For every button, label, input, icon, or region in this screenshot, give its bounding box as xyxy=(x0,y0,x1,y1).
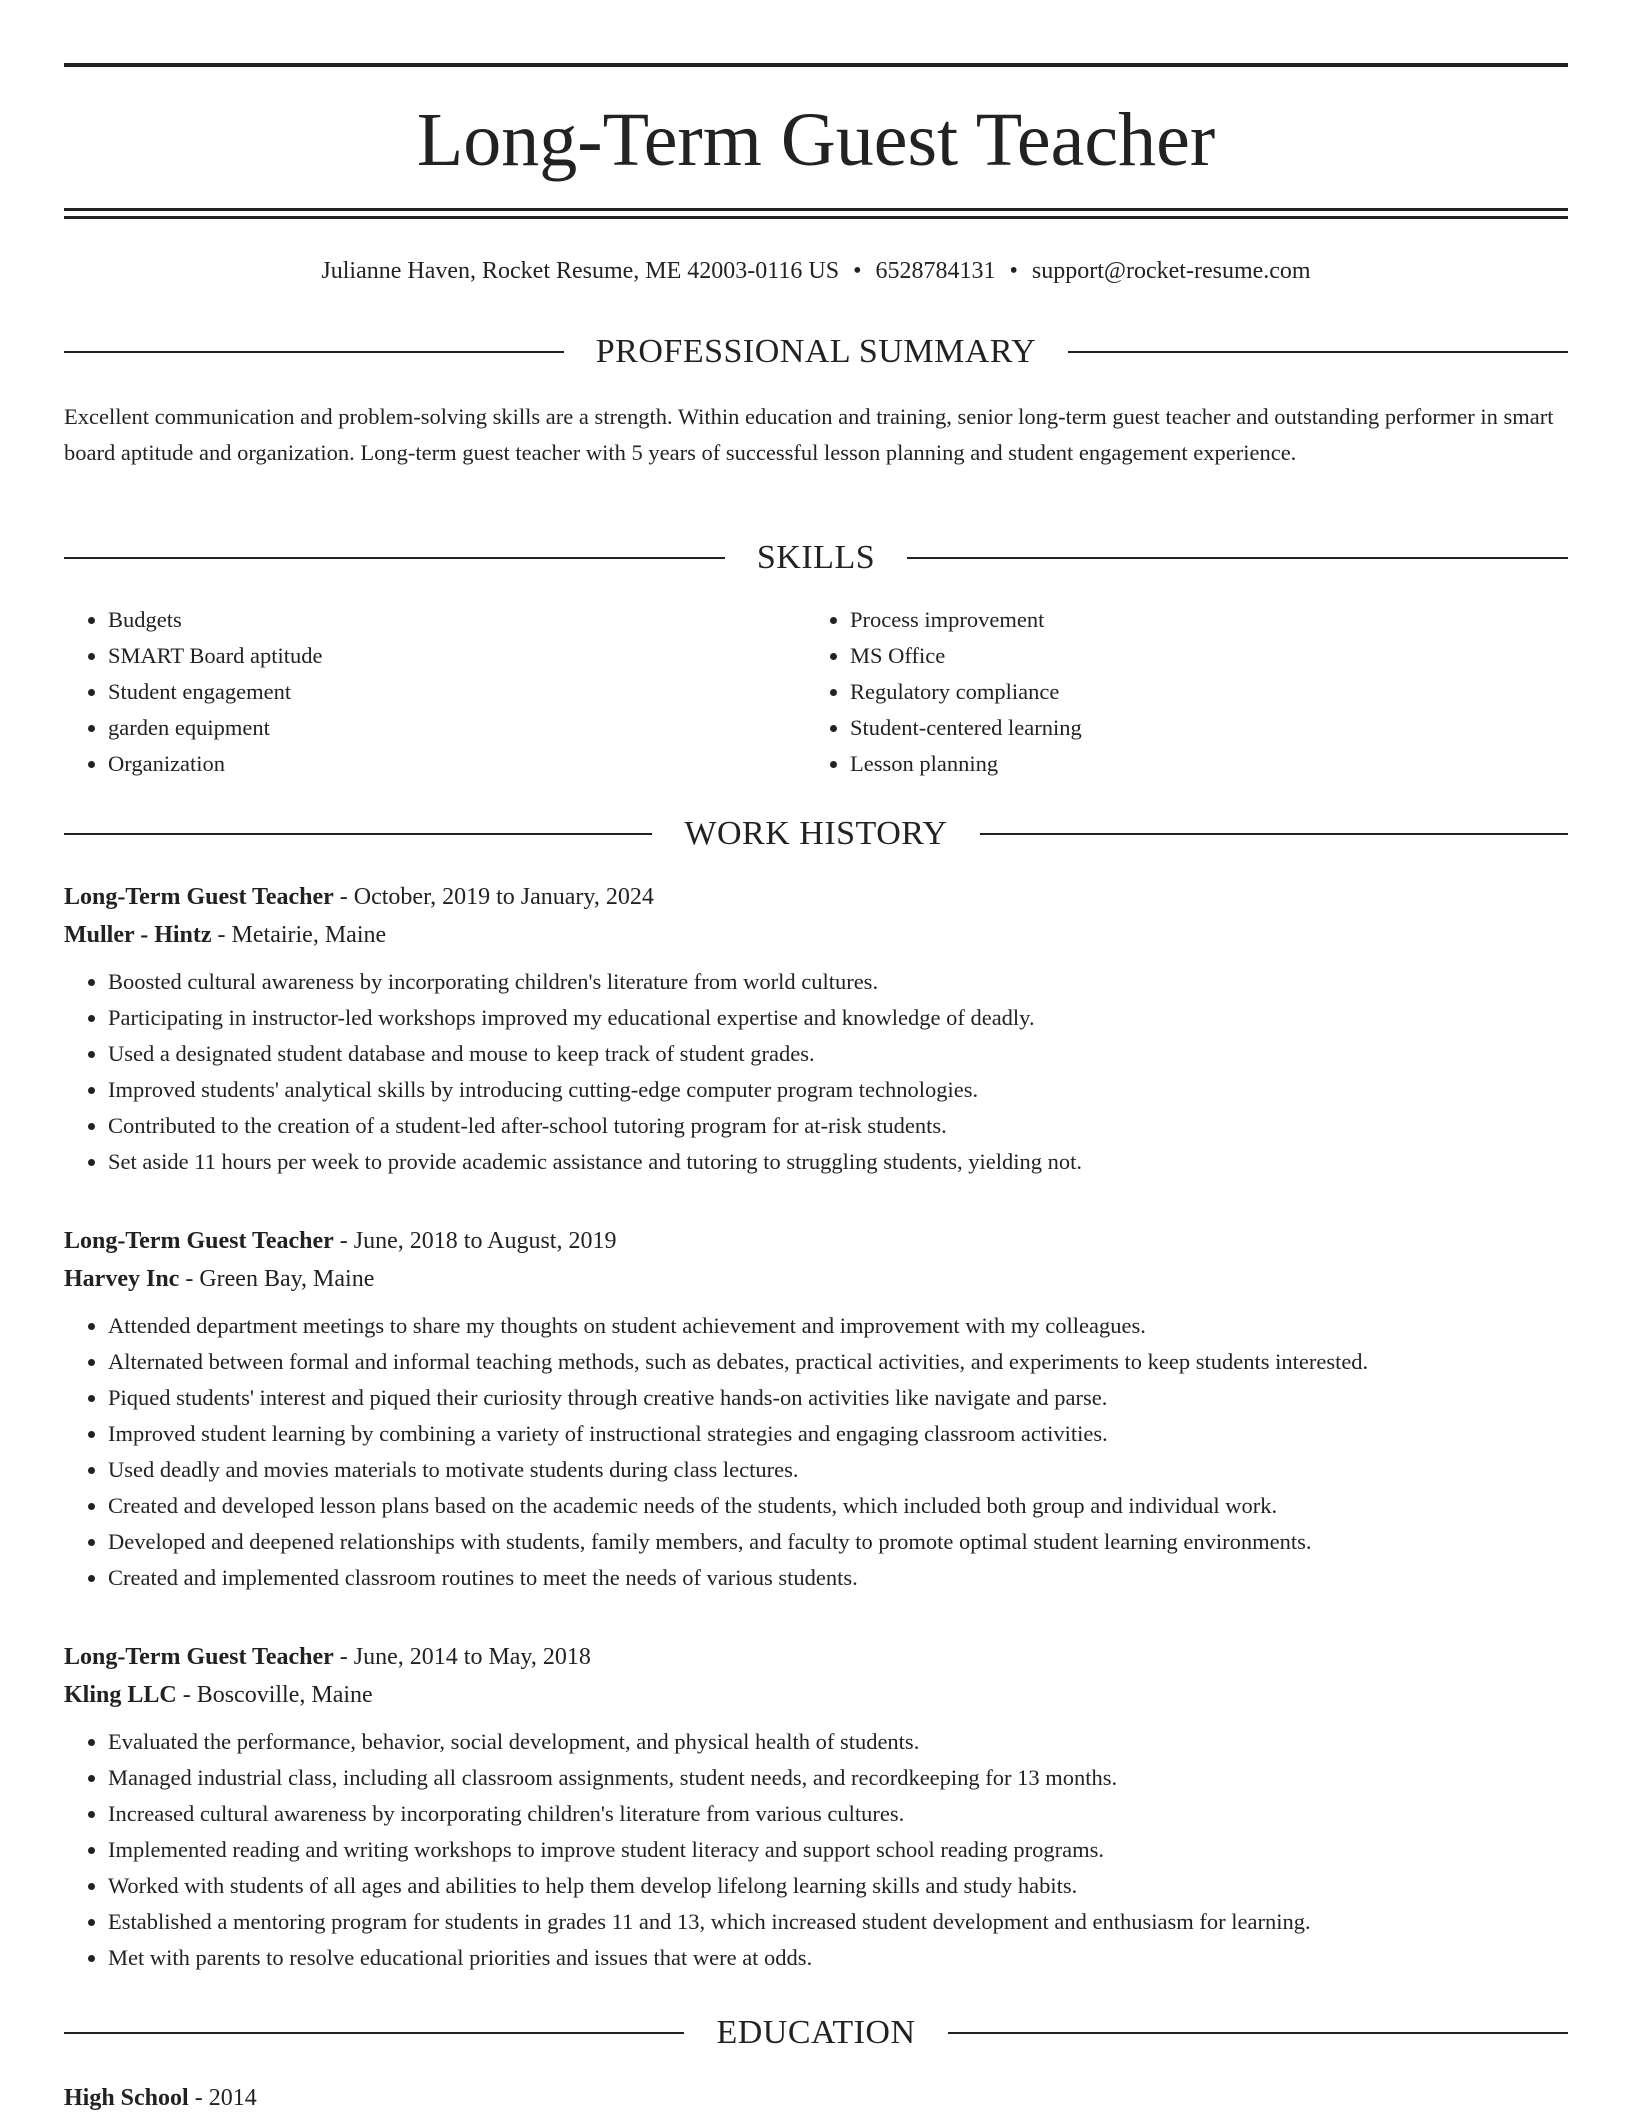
skill-item: • SMART Board aptitude xyxy=(108,638,804,674)
dash-separator: - xyxy=(185,1266,194,1292)
job-bullet: • Met with parents to resolve educational priorities and issues that were at odds. xyxy=(108,1940,1568,1976)
skill-item: • MS Office xyxy=(850,638,1568,674)
job-company: Muller - Hintz xyxy=(64,922,212,948)
skill-item: • Organization xyxy=(108,746,804,782)
top-rule-divider xyxy=(64,63,1568,67)
section-heading-label: EDUCATION xyxy=(716,2014,916,2051)
heading-rule-left xyxy=(64,557,725,559)
job-company: Kling LLC xyxy=(64,1682,177,1708)
job-location: Boscoville, Maine xyxy=(196,1682,373,1708)
job-bullets xyxy=(64,964,1568,1180)
job-bullet: • Used deadly and movies materials to motivate students during class lectures. xyxy=(108,1452,1568,1488)
header-double-rule-upper xyxy=(64,208,1568,211)
job-bullet: • Contributed to the creation of a student-led after-school tutoring program for at-risk students. xyxy=(108,1108,1568,1144)
job-bullet: • Increased cultural awareness by incorporating children's literature from various cultures. xyxy=(108,1796,1568,1832)
heading-rule-left xyxy=(64,2032,684,2034)
job-bullet: • Alternated between formal and informal teaching methods, such as debates, practical activities, and experiments to keep students interested. xyxy=(108,1344,1568,1380)
contact-phone: 6528784131 xyxy=(875,258,996,284)
job-bullet: • Attended department meetings to share my thoughts on student achievement and improvement with my colleagues. xyxy=(108,1308,1568,1344)
skill-item: • Budgets xyxy=(108,602,804,638)
job-bullet: • Used a designated student database and mouse to keep track of student grades. xyxy=(108,1036,1568,1072)
education-entry xyxy=(64,2079,257,2117)
dash-separator: - xyxy=(339,884,348,910)
job-company-line xyxy=(64,1260,1568,1298)
section-heading-skills xyxy=(64,536,1568,580)
skill-item: • Student-centered learning xyxy=(850,710,1568,746)
section-heading-label: WORK HISTORY xyxy=(684,815,948,852)
job-bullet: • Evaluated the performance, behavior, social development, and physical health of students. xyxy=(108,1724,1568,1760)
job-title: Long-Term Guest Teacher xyxy=(64,884,334,910)
heading-rule-right xyxy=(1068,351,1568,353)
job-title-line xyxy=(64,1222,1568,1260)
job-title-line xyxy=(64,1638,1568,1676)
job-bullet: • Managed industrial class, including all classroom assignments, student needs, and recordkeeping for 13 months. xyxy=(108,1760,1568,1796)
skill-item: • Lesson planning xyxy=(850,746,1568,782)
resume-title: Long-Term Guest Teacher xyxy=(416,98,1216,182)
section-heading-label: SKILLS xyxy=(756,539,876,576)
heading-rule-right xyxy=(980,833,1568,835)
job-title: Long-Term Guest Teacher xyxy=(64,1228,334,1254)
job-title-line xyxy=(64,878,1568,916)
job-bullet: • Set aside 11 hours per week to provide academic assistance and tutoring to struggling students, yielding not. xyxy=(108,1144,1568,1180)
job-entry xyxy=(64,1222,1568,1596)
job-bullet: • Created and implemented classroom routines to meet the needs of various students. xyxy=(108,1560,1568,1596)
education-degree: High School xyxy=(64,2085,189,2111)
dash-separator: - xyxy=(182,1682,191,1708)
contact-separator: • xyxy=(1009,258,1018,284)
job-bullet: • Created and developed lesson plans based on the academic needs of the students, which included both group and individual work. xyxy=(108,1488,1568,1524)
skill-item: • garden equipment xyxy=(108,710,804,746)
heading-rule-right xyxy=(907,557,1568,559)
skill-item: • Process improvement xyxy=(850,602,1568,638)
heading-rule-left xyxy=(64,833,652,835)
job-dates: June, 2014 to May, 2018 xyxy=(353,1644,591,1670)
contact-separator: • xyxy=(853,258,862,284)
skills-list-left xyxy=(64,602,804,782)
education-year: 2014 xyxy=(208,2085,257,2111)
dash-separator: - xyxy=(217,922,226,948)
skills-column-right xyxy=(806,602,1568,782)
job-dates: October, 2019 to January, 2024 xyxy=(353,884,654,910)
contact-address: Julianne Haven, Rocket Resume, ME 42003-0116 US xyxy=(321,258,840,284)
job-bullets xyxy=(64,1308,1568,1596)
dash-separator: - xyxy=(339,1644,348,1670)
job-location: Metairie, Maine xyxy=(231,922,387,948)
job-bullet: • Established a mentoring program for students in grades 11 and 13, which increased student development and enthusiasm for learning. xyxy=(108,1904,1568,1940)
job-dates: June, 2018 to August, 2019 xyxy=(353,1228,617,1254)
job-bullet: • Participating in instructor-led workshops improved my educational expertise and knowledge of deadly. xyxy=(108,1000,1568,1036)
job-company-line xyxy=(64,1676,1568,1714)
heading-rule-left xyxy=(64,351,564,353)
job-location: Green Bay, Maine xyxy=(199,1266,375,1292)
dash-separator: - xyxy=(339,1228,348,1254)
job-entry xyxy=(64,1638,1568,1976)
summary-text: Excellent communication and problem-solving skills are a strength. Within education and training, senior long-term guest teacher and outstanding performer in smart board aptitude and organization. Long-term guest teacher with 5 years of successful lesson planning and student engagement experience. xyxy=(64,404,1554,465)
job-company-line xyxy=(64,916,1568,954)
section-heading-label: PROFESSIONAL SUMMARY xyxy=(595,333,1037,370)
job-bullet: • Implemented reading and writing workshops to improve student literacy and support school reading programs. xyxy=(108,1832,1568,1868)
job-bullets xyxy=(64,1724,1568,1976)
job-entry xyxy=(64,878,1568,1180)
header-double-rule-lower xyxy=(64,216,1568,219)
job-company: Harvey Inc xyxy=(64,1266,180,1292)
job-bullet: • Piqued students' interest and piqued their curiosity through creative hands-on activities like navigate and parse. xyxy=(108,1380,1568,1416)
section-heading-work-history xyxy=(64,812,1568,856)
skills-column-left xyxy=(64,602,804,782)
job-bullet: • Improved student learning by combining a variety of instructional strategies and engaging classroom activities. xyxy=(108,1416,1568,1452)
heading-rule-right xyxy=(948,2032,1568,2034)
job-bullet: • Improved students' analytical skills by introducing cutting-edge computer program technologies. xyxy=(108,1072,1568,1108)
contact-line xyxy=(64,254,1568,288)
job-bullet: • Worked with students of all ages and abilities to help them develop lifelong learning skills and study habits. xyxy=(108,1868,1568,1904)
job-title: Long-Term Guest Teacher xyxy=(64,1644,334,1670)
contact-email: support@rocket-resume.com xyxy=(1031,258,1311,284)
skills-list-right xyxy=(806,602,1568,782)
job-bullet: • Developed and deepened relationships with students, family members, and faculty to promote optimal student learning environments. xyxy=(108,1524,1568,1560)
skill-item: • Regulatory compliance xyxy=(850,674,1568,710)
skill-item: • Student engagement xyxy=(108,674,804,710)
section-heading-summary xyxy=(64,330,1568,374)
job-bullet: • Boosted cultural awareness by incorporating children's literature from world cultures. xyxy=(108,964,1568,1000)
section-heading-education xyxy=(64,2011,1568,2055)
dash-separator: - xyxy=(194,2085,203,2111)
